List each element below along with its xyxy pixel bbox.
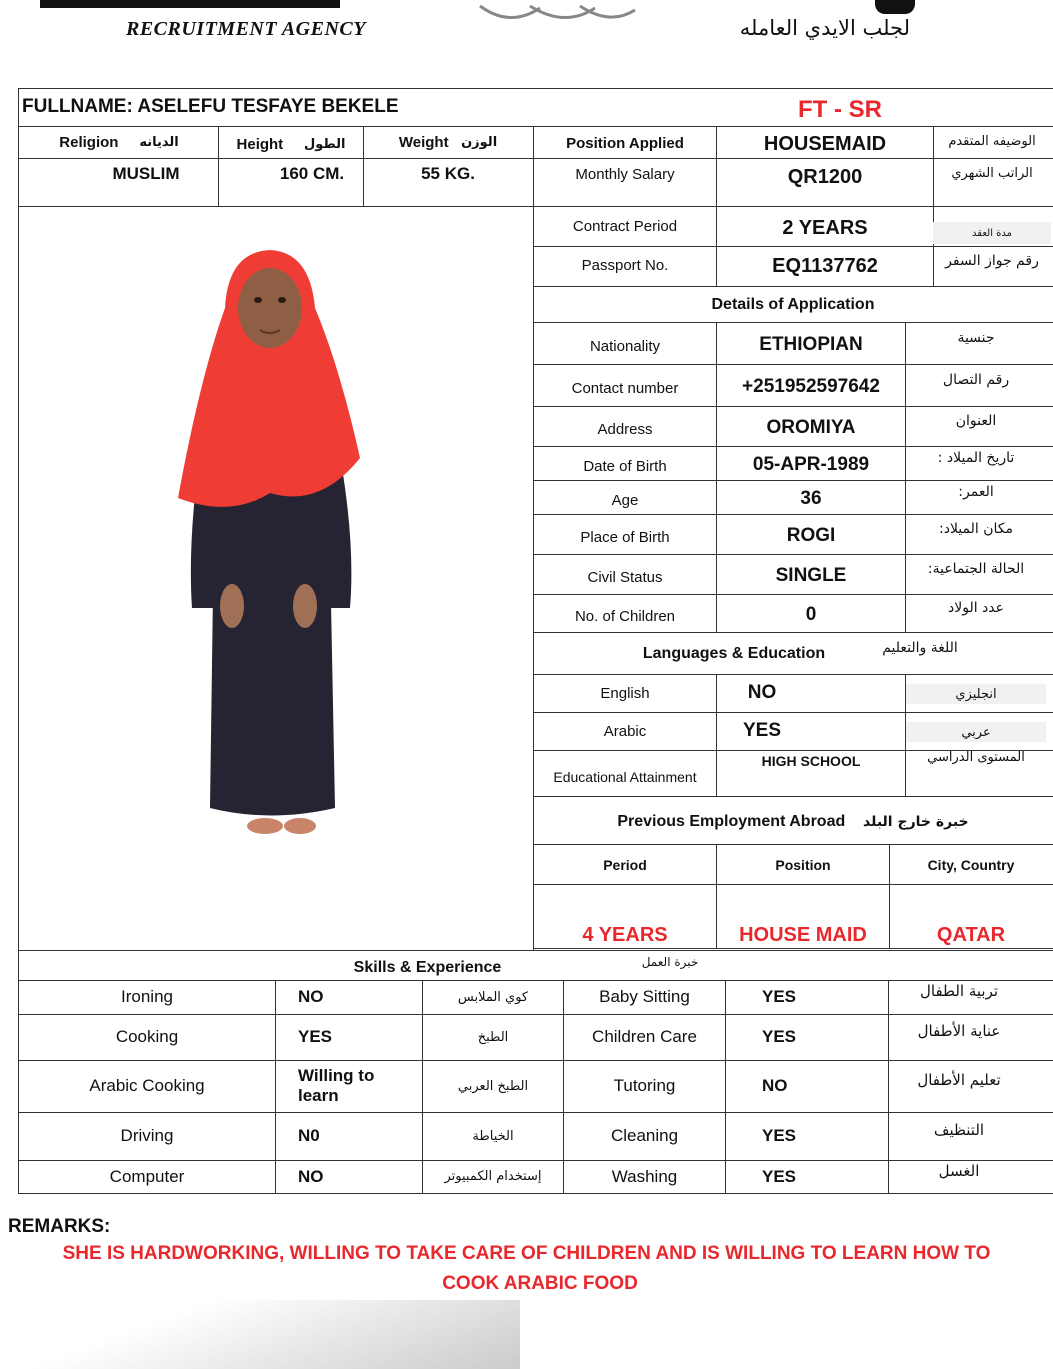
detail-label: Civil Status xyxy=(587,568,663,586)
skill-left-ar: إستخدام الكمبيوتر xyxy=(444,1169,542,1184)
skill-left-ar: الخياطة xyxy=(472,1128,514,1144)
skill-left-label: Cooking xyxy=(115,1027,179,1046)
applicant-photo xyxy=(170,248,370,848)
height-value: 160 CM. xyxy=(279,164,345,183)
skill-right-ar: التنظيف xyxy=(933,1121,985,1139)
remarks-line-2: COOK ARABIC FOOD xyxy=(442,1273,638,1294)
weight-label: Weight الوزن xyxy=(398,133,498,151)
job-value-3: EQ1137762 xyxy=(772,254,878,277)
detail-label: Place of Birth xyxy=(580,528,670,546)
detail-value: +251952597642 xyxy=(742,376,880,397)
language-ar: المستوى الدراسي xyxy=(927,749,1025,765)
detail-value: OROMIYA xyxy=(766,417,856,438)
fullname: FULLNAME: ASELEFU TESFAYE BEKELE xyxy=(22,96,399,117)
language-ar: انجليزي xyxy=(906,684,1046,704)
detail-label: No. of Children xyxy=(574,607,676,625)
skill-right-ar: عناية الأطفال xyxy=(917,1022,1001,1040)
job-value-2: 2 YEARS xyxy=(782,216,868,239)
header-logo-fragment xyxy=(40,0,340,8)
remarks-line-1: SHE IS HARDWORKING, WILLING TO TAKE CARE OF CHILDREN AND IS WILLING TO LEARN HOW TO xyxy=(62,1243,991,1264)
grid-line-h xyxy=(533,844,1053,845)
detail-value: ROGI xyxy=(786,525,836,546)
job-value-1: QR1200 xyxy=(787,165,863,188)
skill-right-label: Children Care xyxy=(592,1027,697,1046)
skill-right-value: YES xyxy=(762,987,797,1006)
grid-line-h xyxy=(18,126,1053,127)
language-label: Educational Attainment xyxy=(553,769,697,785)
job-ar-2: مدة العقد xyxy=(933,222,1051,244)
detail-ar: عدد الولاد xyxy=(948,600,1004,616)
grid-line-h xyxy=(18,206,533,207)
skill-left-ar: كوي الملابس xyxy=(457,989,529,1005)
skill-left-value: NO xyxy=(298,1166,324,1186)
language-value: YES xyxy=(742,720,782,741)
skill-right-label: Baby Sitting xyxy=(599,987,690,1006)
detail-ar: رقم التصال xyxy=(942,372,1010,388)
page-shadow xyxy=(0,1300,520,1369)
detail-label: Contact number xyxy=(571,379,679,397)
skill-left-value: Willing to learn xyxy=(298,1066,375,1105)
grid-line-h xyxy=(533,286,1053,287)
detail-ar: مكان الميلاد: xyxy=(939,521,1014,537)
employment-header-period: Period xyxy=(603,857,647,873)
skill-left-value: N0 xyxy=(298,1126,320,1145)
details-title: Details of Application xyxy=(711,296,875,313)
skill-right-label: Tutoring xyxy=(613,1076,676,1095)
employment-header-position: Position xyxy=(775,857,831,873)
religion-label: Religion الديانه xyxy=(59,133,179,151)
skill-right-label: Washing xyxy=(611,1166,678,1186)
agency-name-ar: لجلب الايدي العامله xyxy=(739,16,910,40)
job-label-0: Position Applied xyxy=(566,134,684,152)
language-label: Arabic xyxy=(603,722,647,740)
skill-right-ar: تربية الطفال xyxy=(919,982,999,1000)
grid-line-v xyxy=(275,980,276,1193)
detail-label: Nationality xyxy=(589,337,661,355)
job-ar-0: الوضيفه المتقدم xyxy=(948,133,1036,149)
detail-ar: جنسية xyxy=(957,330,995,346)
employment-position: HOUSE MAID xyxy=(739,923,867,946)
detail-ar: الحالة الجتماعية: xyxy=(927,561,1025,577)
detail-value: ETHIOPIAN xyxy=(759,334,863,355)
reference-code: FT - SR xyxy=(798,96,882,123)
languages-title-ar: اللغة والتعليم xyxy=(882,640,958,656)
detail-value: SINGLE xyxy=(775,565,847,586)
skill-left-ar: الطبخ العربي xyxy=(457,1078,529,1094)
skill-left-label: Driving xyxy=(120,1126,174,1145)
job-value-0: HOUSEMAID xyxy=(763,132,887,155)
skill-left-label: Arabic Cooking xyxy=(89,1076,205,1095)
skill-right-value: YES xyxy=(762,1166,797,1186)
grid-line-h xyxy=(533,884,1053,885)
detail-label: Age xyxy=(611,491,639,509)
skill-right-label: Cleaning xyxy=(610,1126,679,1145)
detail-ar: تاريخ الميلاد : xyxy=(937,450,1015,466)
language-ar: عربي xyxy=(906,722,1046,742)
detail-ar: العنوان xyxy=(955,413,997,429)
language-value: NO xyxy=(747,682,777,703)
grid-line-h xyxy=(18,950,1053,951)
logo-ar-fragment xyxy=(875,0,915,14)
grid-line-v xyxy=(725,980,726,1193)
height-label: Height الطول xyxy=(236,135,346,153)
detail-ar: العمر: xyxy=(958,484,994,500)
skill-left-value: YES xyxy=(298,1027,333,1046)
grid-line-h xyxy=(533,206,1053,207)
skill-left-label: Computer xyxy=(109,1166,185,1186)
logo-swirl-icon xyxy=(470,0,640,26)
detail-value: 0 xyxy=(805,604,817,625)
weight-value: 55 KG. xyxy=(421,164,475,183)
skill-right-value: YES xyxy=(762,1027,797,1046)
employment-header-city: City, Country xyxy=(927,857,1015,873)
skill-left-ar: الطبخ xyxy=(477,1029,509,1045)
language-value: HIGH SCHOOL xyxy=(761,753,861,769)
grid-line-h xyxy=(18,88,1053,89)
employment-city: QATAR xyxy=(936,923,1006,946)
skill-right-value: YES xyxy=(762,1126,797,1145)
job-label-2: Contract Period xyxy=(572,217,678,235)
languages-title: Languages & Education xyxy=(642,645,826,662)
job-label-1: Monthly Salary xyxy=(575,165,675,183)
skill-right-ar: الغسل xyxy=(938,1161,980,1180)
grid-line-h xyxy=(18,1193,1053,1194)
employment-title: Previous Employment Abroad خبرة خارج البلد xyxy=(617,813,969,830)
detail-label: Date of Birth xyxy=(583,457,667,475)
skill-right-ar: تعليم الأطفال xyxy=(917,1071,1001,1089)
detail-value: 36 xyxy=(800,488,822,509)
job-ar-3: رقم جواز السفر xyxy=(945,253,1039,269)
skill-left-label: Ironing xyxy=(121,987,173,1006)
language-label: English xyxy=(600,684,650,702)
religion-value: MUSLIM xyxy=(112,164,180,183)
skill-right-value: NO xyxy=(762,1076,788,1095)
skills-title-ar: خبرة العمل xyxy=(641,955,699,969)
agency-name-en: RECRUITMENT AGENCY xyxy=(126,18,366,40)
employment-period: 4 YEARS xyxy=(582,923,668,946)
detail-value: 05-APR-1989 xyxy=(752,454,870,475)
detail-label: Address xyxy=(597,420,653,438)
skill-left-value: NO xyxy=(298,987,324,1006)
remarks-label: REMARKS: xyxy=(8,1216,111,1237)
job-ar-1: الراتب الشهري xyxy=(951,165,1033,181)
skills-title: Skills & Experience xyxy=(353,959,502,976)
job-label-3: Passport No. xyxy=(581,256,669,274)
